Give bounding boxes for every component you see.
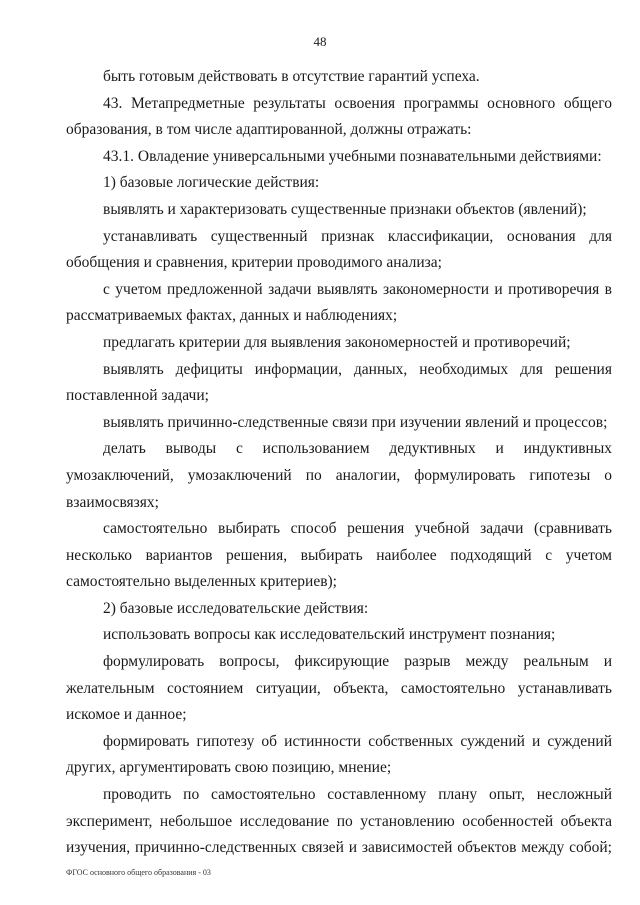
paragraph: 43. Метапредметные результаты освоения программы основного общего образования, в том числе адаптированной, должны отражать: [66, 94, 612, 139]
page-footer: ФГОС основного общего образования - 03 [66, 868, 211, 877]
paragraph: проводить по самостоятельно составленному плану опыт, несложный эксперимент, небольшое исследование по установлению особенностей объекта изучения, причинно-следственных связей и зависимостей объектов между собой; [66, 786, 612, 857]
page-number: 48 [313, 34, 327, 49]
paragraph: выявлять дефициты информации, данных, необходимых для решения поставленной задачи; [66, 360, 612, 405]
paragraph: быть готовым действовать в отсутствие гарантий успеха. [103, 68, 480, 85]
paragraph: предлагать критерии для выявления закономерностей и противоречий; [103, 333, 571, 351]
paragraph: 1) базовые логические действия: [103, 174, 320, 192]
paragraph: формулировать вопросы, фиксирующие разрыв между реальным и желательным состоянием ситуации, объекта, самостоятельно устанавливать искомое и данное; [66, 653, 612, 724]
paragraph: использовать вопросы как исследовательский инструмент познания; [103, 626, 556, 644]
paragraph: выявлять и характеризовать существенные признаки объектов (явлений); [103, 200, 587, 218]
paragraph: 43.1. Овладение универсальными учебными познавательными действиями: [103, 147, 602, 165]
paragraph: устанавливать существенный признак классификации, основания для обобщения и сравнения, критерии проводимого анализа; [66, 227, 612, 272]
paragraph: делать выводы с использованием дедуктивных и индуктивных умозаключений, умозаключений по аналогии, формулировать гипотезы о взаимосвязях; [66, 440, 612, 511]
paragraph: выявлять причинно-следственные связи при изучении явлений и процессов; [103, 413, 608, 431]
document-body [66, 64, 612, 862]
paragraph: 2) базовые исследовательские действия: [103, 599, 369, 617]
paragraph: формировать гипотезу об истинности собственных суждений и суждений других, аргументировать свою позицию, мнение; [66, 732, 612, 777]
paragraph: самостоятельно выбирать способ решения учебной задачи (сравнивать несколько вариантов решения, выбирать наиболее подходящий с учетом самостоятельно выделенных критериев); [66, 520, 612, 591]
paragraph: с учетом предложенной задачи выявлять закономерности и противоречия в рассматриваемых фактах, данных и наблюдениях; [66, 280, 612, 325]
